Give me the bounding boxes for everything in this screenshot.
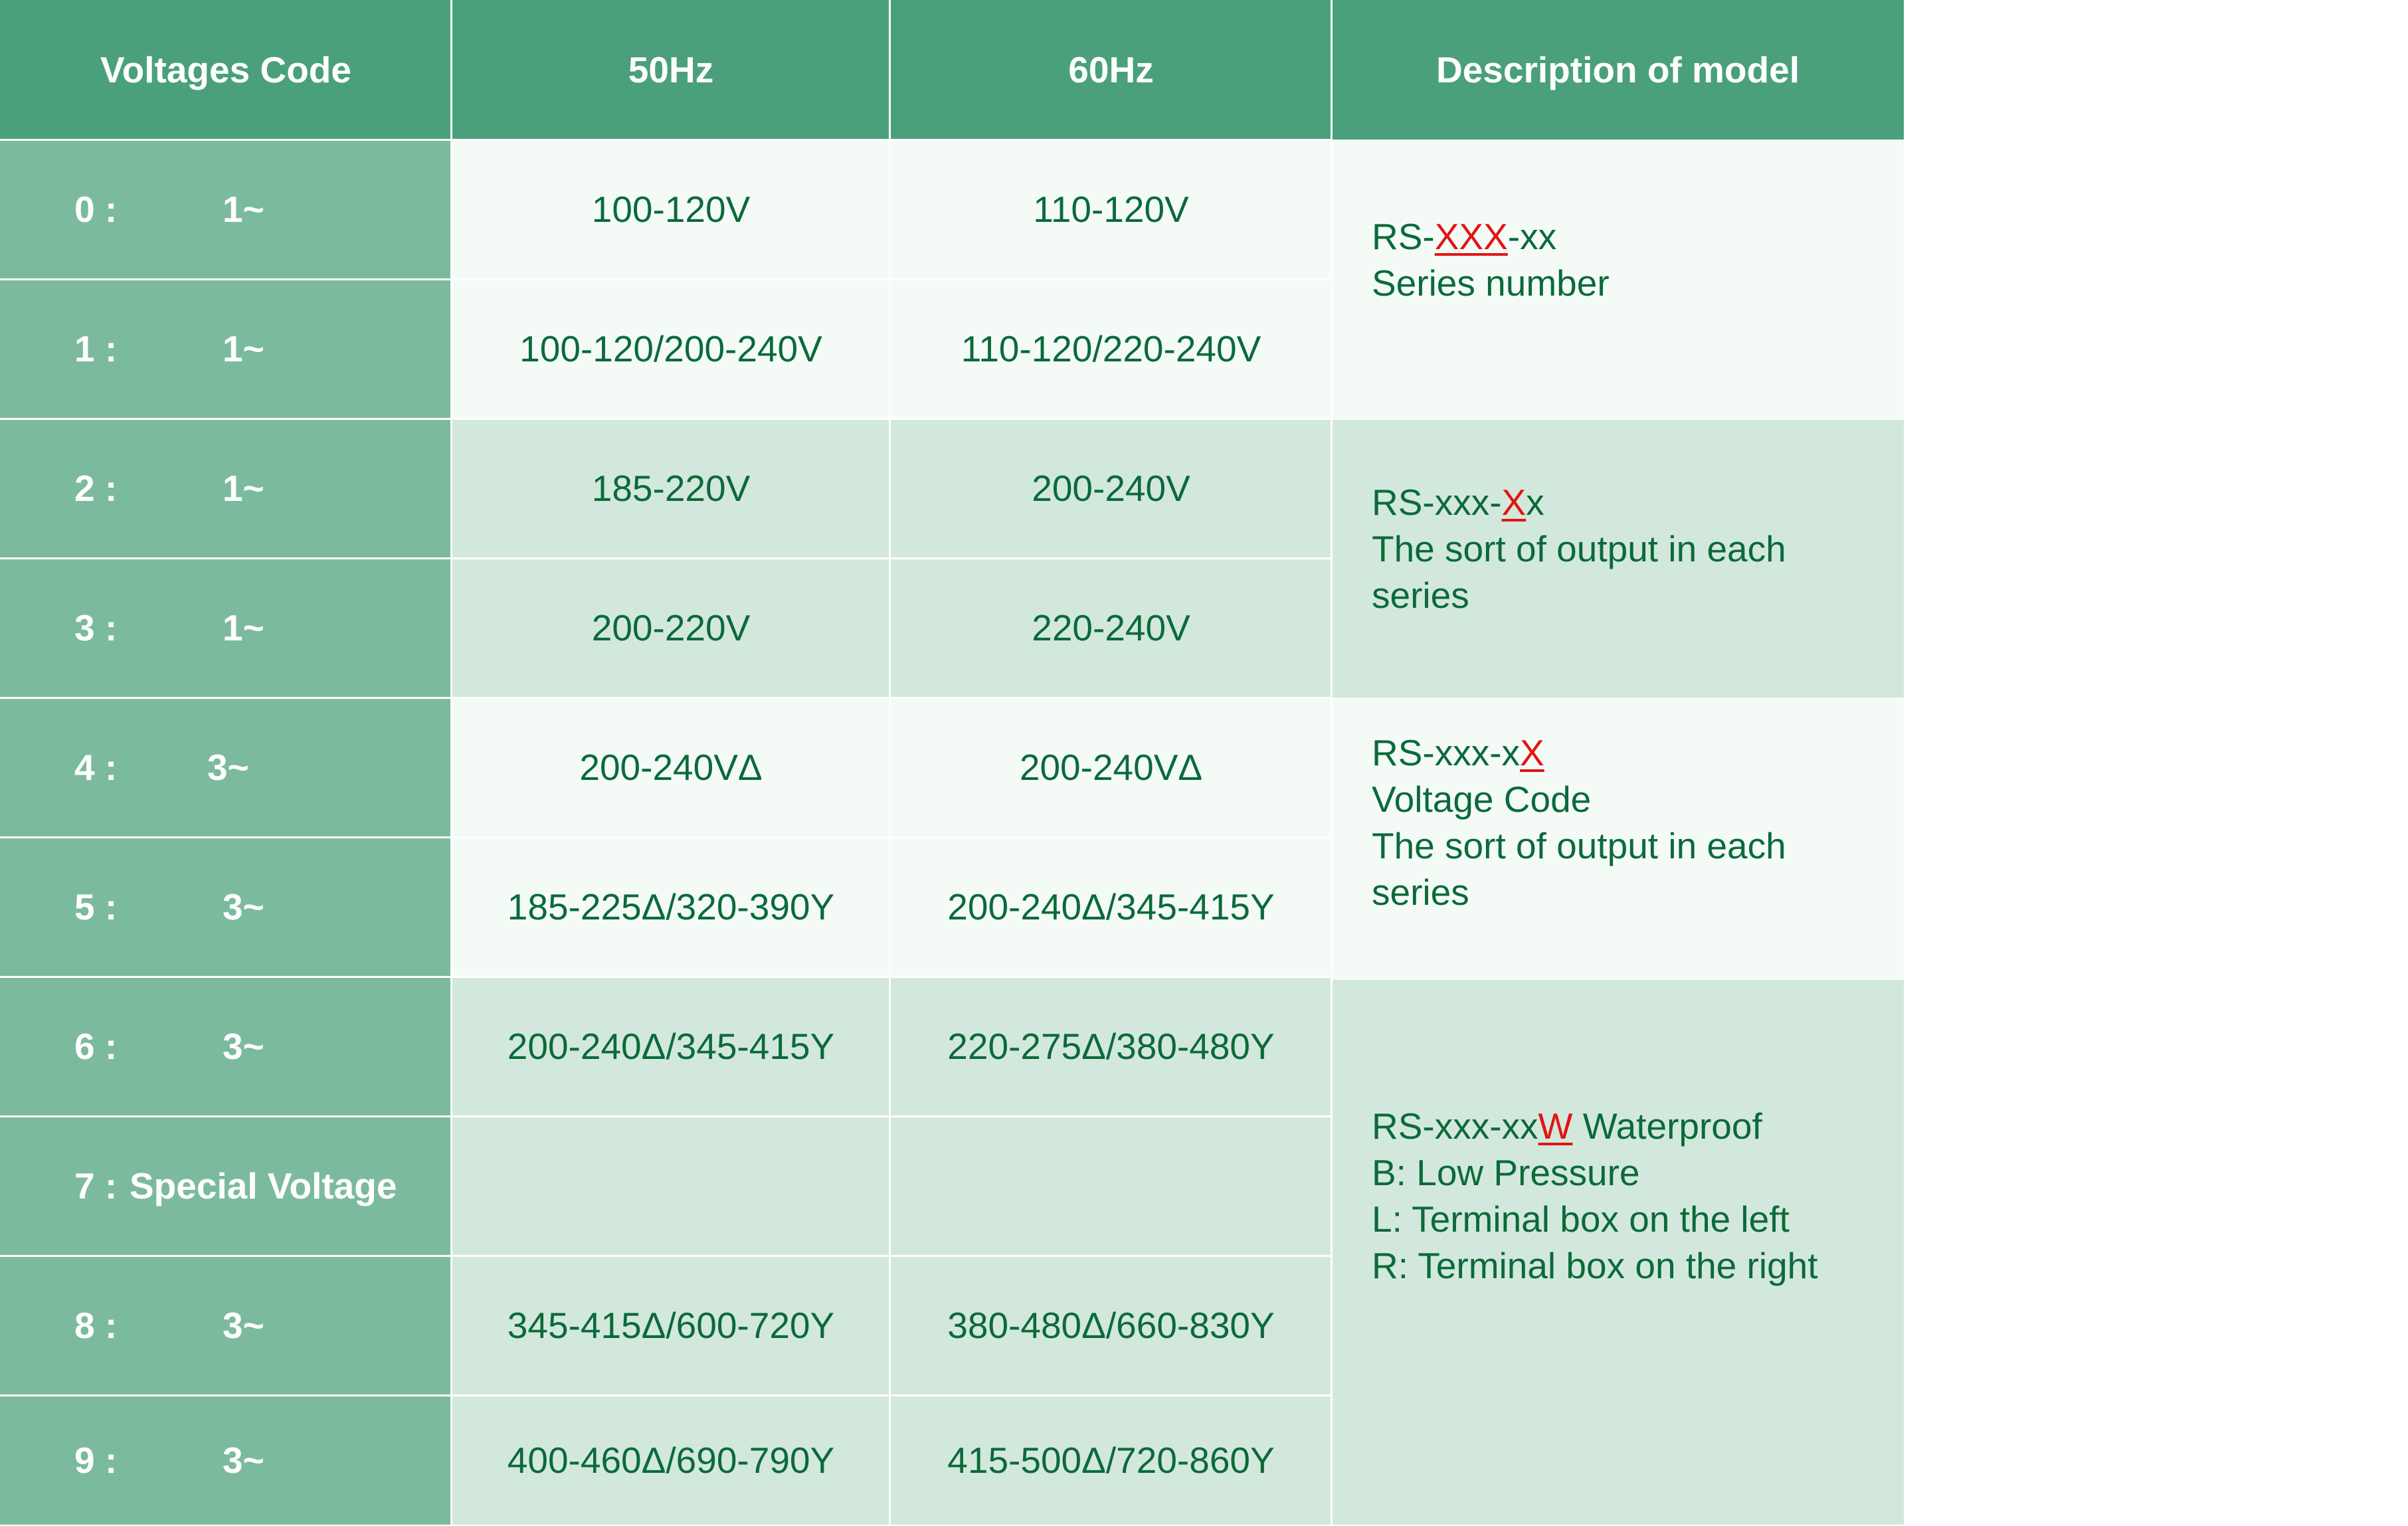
code-row-9 — [0, 1395, 452, 1525]
code-row-8 — [0, 1256, 452, 1395]
header-60hz: 60Hz — [890, 0, 1332, 140]
code-number: 6 — [74, 1026, 95, 1067]
value-60hz-row-2: 200-240V — [890, 419, 1332, 558]
highlight-mark: X — [1520, 731, 1544, 773]
code-phase: 3~ — [223, 886, 264, 927]
grid-line — [0, 976, 1332, 978]
code-colon: : — [105, 747, 118, 788]
grid-line — [889, 0, 891, 1525]
code-phase: 1~ — [223, 189, 264, 230]
value-60hz-row-5: 200-240Δ/345-415Y — [890, 837, 1332, 977]
code-row-2 — [0, 419, 452, 558]
value-50hz-row-6: 200-240Δ/345-415Y — [452, 977, 890, 1116]
code-phase: 3~ — [223, 1305, 264, 1346]
code-colon: : — [105, 1026, 118, 1067]
grid-line — [0, 418, 1332, 420]
description-line: The sort of output in each — [1372, 528, 1786, 569]
code-phase: 1~ — [223, 468, 264, 509]
code-colon: : — [105, 468, 118, 509]
code-number: 1 — [74, 328, 95, 369]
code-colon: : — [105, 1439, 118, 1481]
grid-line — [0, 1394, 1332, 1396]
code-colon: : — [105, 886, 118, 927]
code-colon: : — [105, 1305, 118, 1346]
grid-line — [450, 0, 452, 1525]
grid-line — [0, 278, 1332, 280]
code-phase: 1~ — [223, 328, 264, 369]
header-description: Description of model — [1332, 0, 1904, 140]
code-number: 7 — [74, 1165, 95, 1206]
value-50hz-row-8: 345-415Δ/600-720Y — [452, 1256, 890, 1395]
value-60hz-row-3: 220-240V — [890, 558, 1332, 698]
value-60hz-row-6: 220-275Δ/380-480Y — [890, 977, 1332, 1116]
value-50hz-row-9: 400-460Δ/690-790Y — [452, 1395, 890, 1525]
description-output — [1332, 420, 1904, 698]
code-colon: : — [105, 607, 118, 648]
grid-line — [1331, 0, 1333, 1525]
value-50hz-row-3: 200-220V — [452, 558, 890, 698]
value-60hz-row-0: 110-120V — [890, 140, 1332, 279]
value-50hz-row-1: 100-120/200-240V — [452, 279, 890, 419]
header-voltages-code: Voltages Code — [0, 0, 452, 140]
description-code: RS-xxx-Xx — [1372, 482, 1544, 523]
value-60hz-row-7 — [890, 1116, 1332, 1256]
description-code: RS-XXX-xx — [1372, 216, 1557, 257]
code-colon: : — [105, 1165, 118, 1206]
code-number: 5 — [74, 886, 95, 927]
code-row-7 — [0, 1116, 452, 1256]
highlight-mark: W — [1538, 1105, 1573, 1147]
description-options — [1332, 980, 1904, 1525]
code-phase: 3~ — [207, 747, 249, 788]
description-line: Voltage Code — [1372, 778, 1592, 820]
value-50hz-row-5: 185-225Δ/320-390Y — [452, 837, 890, 977]
description-line: Series number — [1372, 262, 1610, 304]
description-line: B: Low Pressure — [1372, 1152, 1640, 1193]
description-line: L: Terminal box on the left — [1372, 1198, 1790, 1240]
code-phase: Special Voltage — [130, 1165, 397, 1206]
value-60hz-row-1: 110-120/220-240V — [890, 279, 1332, 419]
code-phase: 1~ — [223, 607, 264, 648]
code-number: 3 — [74, 607, 95, 648]
code-colon: : — [105, 328, 118, 369]
description-code: RS-xxx-xxW Waterproof — [1372, 1105, 1762, 1147]
code-number: 4 — [74, 747, 95, 788]
value-50hz-row-0: 100-120V — [452, 140, 890, 279]
description-line: R: Terminal box on the right — [1372, 1245, 1818, 1286]
code-row-6 — [0, 977, 452, 1116]
description-line: series — [1372, 575, 1469, 616]
code-row-4 — [0, 698, 452, 837]
grid-line — [0, 1255, 1332, 1257]
code-number: 9 — [74, 1439, 95, 1481]
value-50hz-row-2: 185-220V — [452, 419, 890, 558]
description-code: RS-xxx-xX — [1372, 731, 1544, 773]
code-phase: 3~ — [223, 1439, 264, 1481]
code-number: 2 — [74, 468, 95, 509]
grid-line — [0, 836, 1332, 838]
grid-line — [0, 1115, 1332, 1117]
grid-line — [0, 697, 1332, 699]
code-row-3 — [0, 558, 452, 698]
code-row-5 — [0, 837, 452, 977]
description-line: series — [1372, 871, 1469, 913]
code-colon: : — [105, 189, 118, 230]
description-series — [1332, 140, 1904, 420]
highlight-mark: XXX — [1434, 216, 1508, 257]
code-row-0 — [0, 140, 452, 279]
description-line: The sort of output in each — [1372, 824, 1786, 866]
code-row-1 — [0, 279, 452, 419]
code-phase: 3~ — [223, 1026, 264, 1067]
value-50hz-row-7 — [452, 1116, 890, 1256]
header-50hz: 50Hz — [452, 0, 890, 140]
grid-line — [0, 139, 1332, 141]
value-60hz-row-4: 200-240VΔ — [890, 698, 1332, 837]
value-60hz-row-9: 415-500Δ/720-860Y — [890, 1395, 1332, 1525]
code-number: 8 — [74, 1305, 95, 1346]
code-number: 0 — [74, 189, 95, 230]
highlight-mark: X — [1501, 482, 1527, 523]
description-voltage — [1332, 698, 1904, 980]
grid-line — [0, 557, 1332, 559]
value-60hz-row-8: 380-480Δ/660-830Y — [890, 1256, 1332, 1395]
value-50hz-row-4: 200-240VΔ — [452, 698, 890, 837]
